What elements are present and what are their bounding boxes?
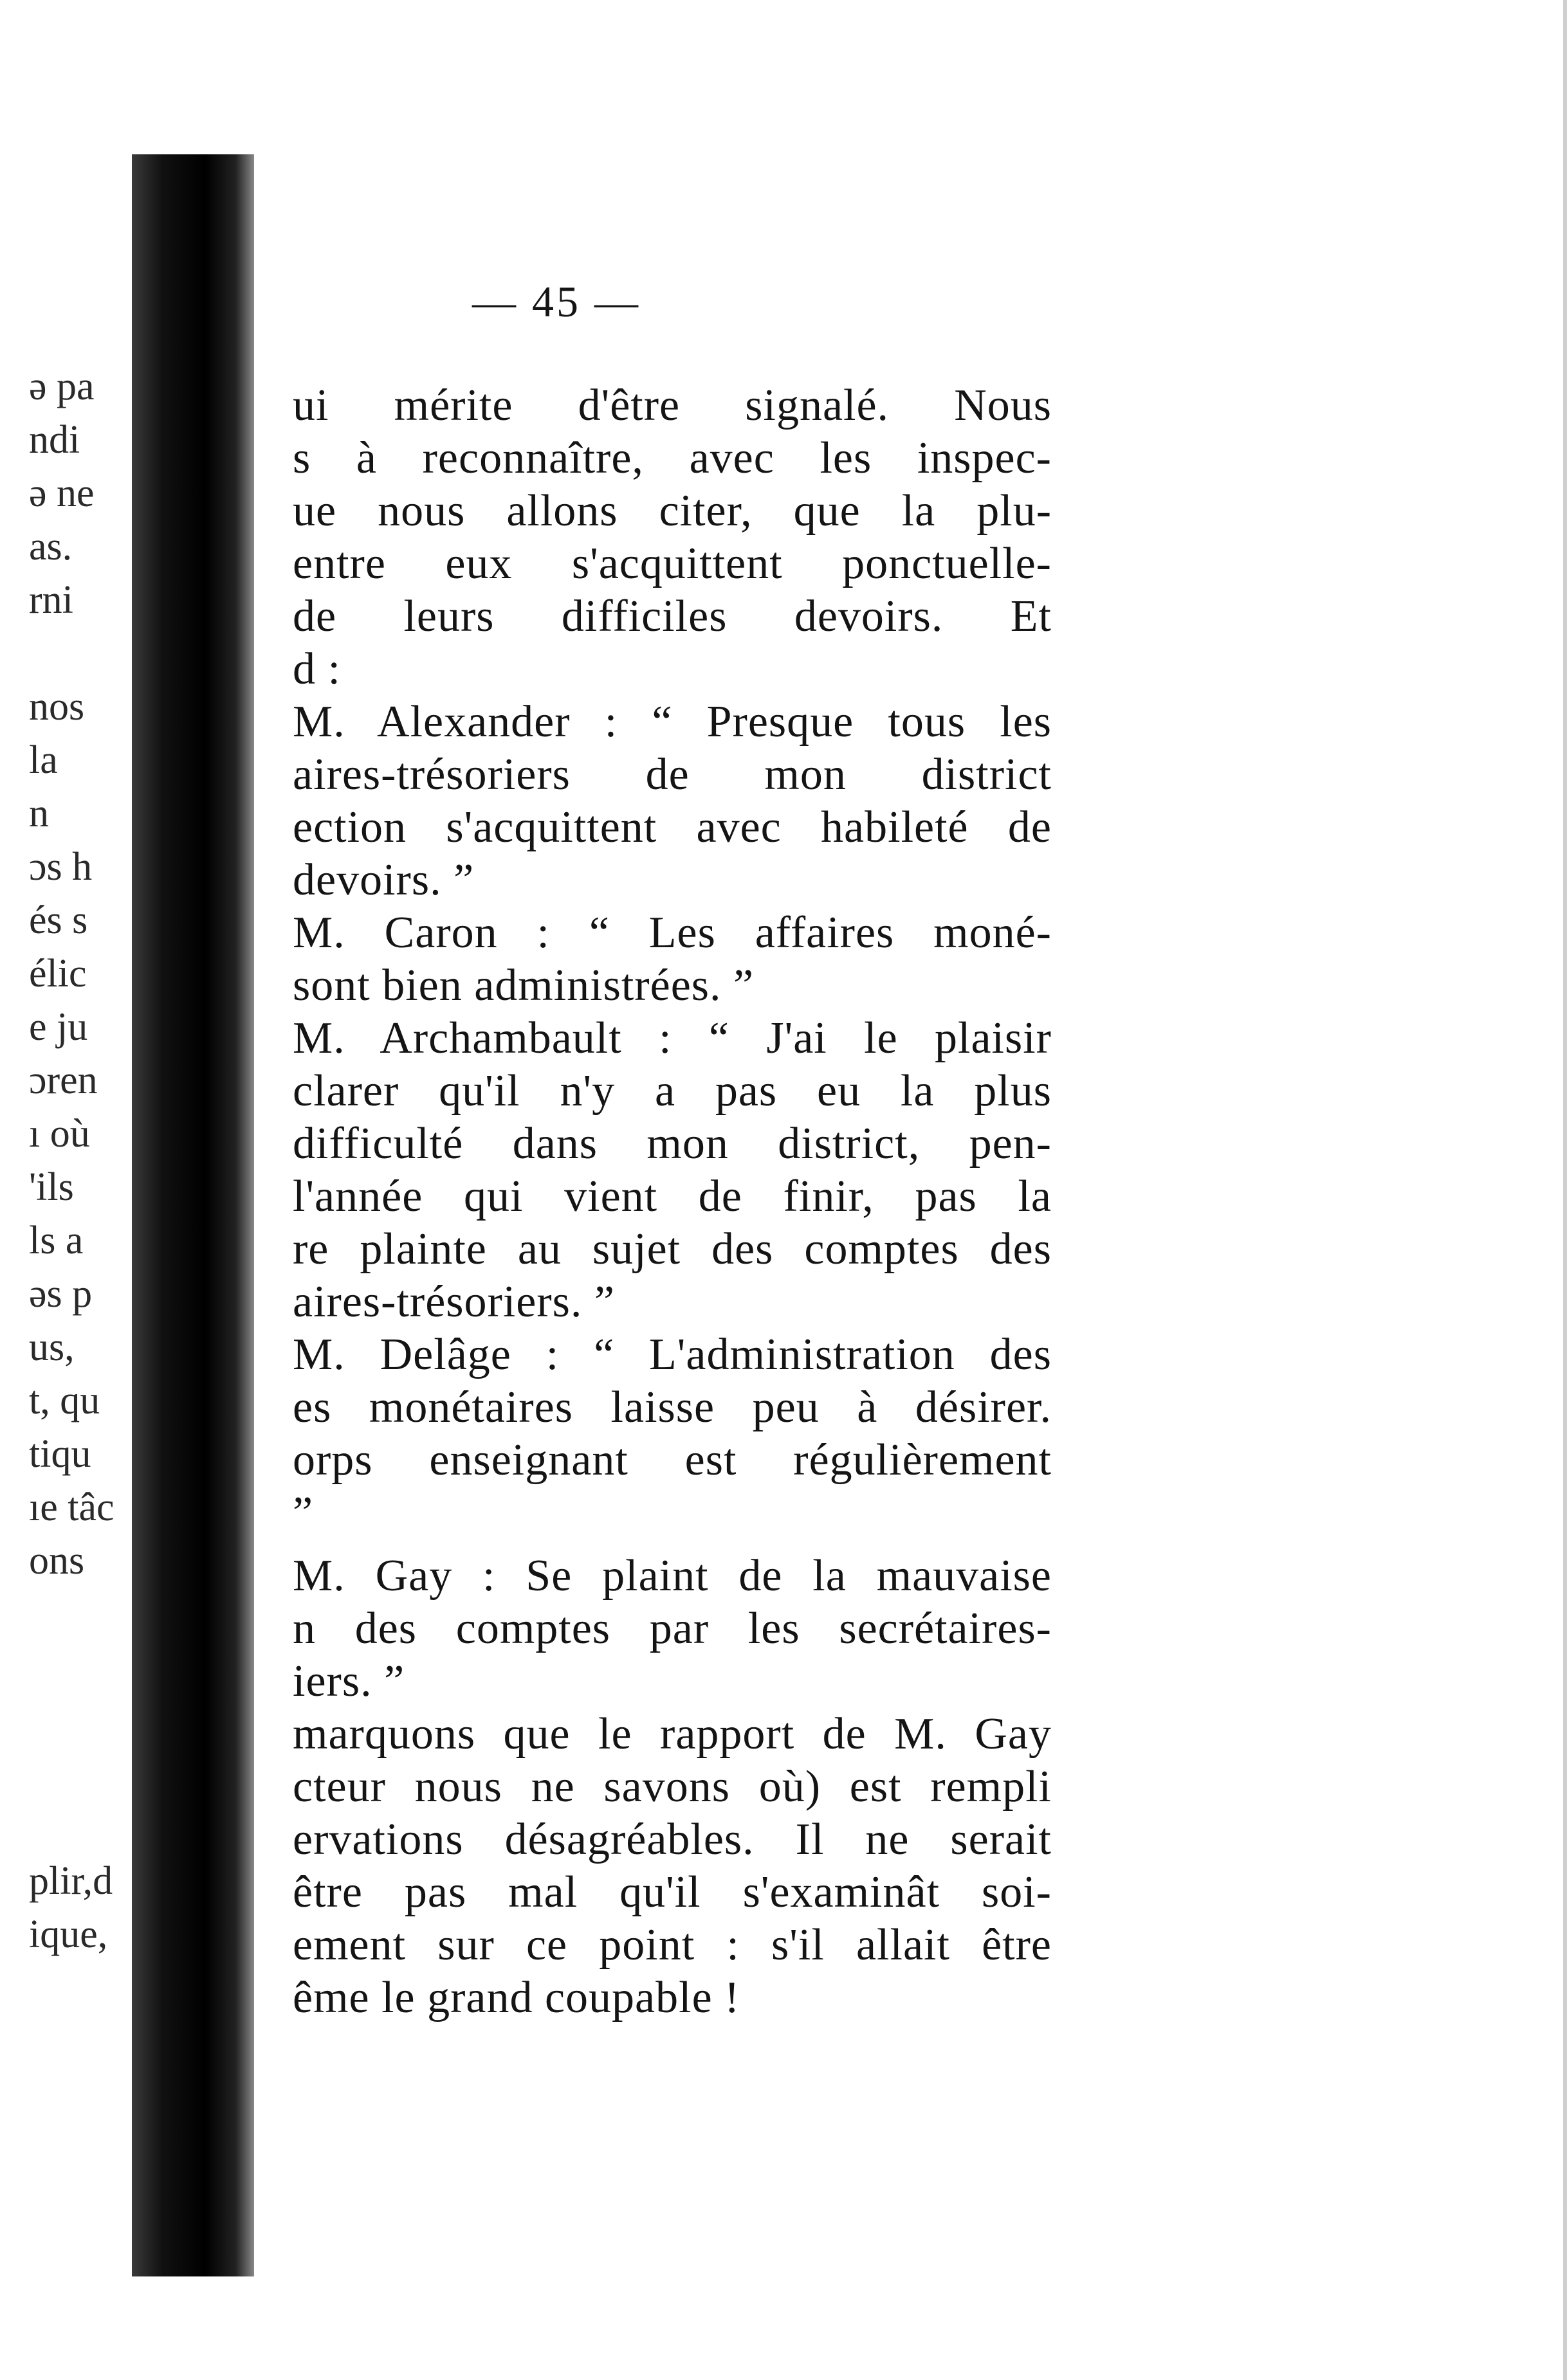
bleed-line: ique, [29,1912,108,1956]
text-line: s à reconnaître, avec les inspec- [293,433,1052,483]
text-line: M. Delâge : “ L'administration des [293,1330,1052,1379]
bleed-line: əs p [29,1272,93,1316]
text-line: ue nous allons citer, que la plu- [293,486,1052,536]
bleed-line: t, qu [29,1379,100,1422]
bleed-line: rni [29,578,73,622]
bleed-line: nos [29,685,85,729]
text-line: M. Gay : Se plaint de la mauvaise [293,1551,1052,1601]
text-line: ervations désagréables. Il ne serait [293,1815,1052,1864]
bleed-line: ə pa [29,365,95,408]
bleed-line: plir,d [29,1859,113,1903]
text-line: n des comptes par les secrétaires- [293,1604,1052,1653]
bleed-line: as. [29,525,73,568]
text-line: re plainte au sujet des comptes des [293,1224,1052,1274]
text-line: clarer qu'il n'y a pas eu la plus [293,1066,1052,1116]
text-line: sont bien administrées. ” [293,961,755,1010]
text-line: iers. ” [293,1657,405,1706]
text-line: de leurs difficiles devoirs. Et [293,592,1052,641]
bleed-line: n [29,792,49,835]
text-line: ection s'acquittent avec habileté de [293,803,1052,852]
text-line: cteur nous ne savons où) est rempli [293,1762,1052,1812]
bleed-line: us, [29,1325,75,1369]
text-line: es monétaires laisse peu à désirer. [293,1383,1052,1432]
bleed-line: ndi [29,418,80,462]
bleed-line: la [29,738,58,782]
body-text [293,379,1052,2024]
text-line: orps enseignant est régulièrement [293,1435,1052,1485]
bleed-line: ons [29,1539,85,1583]
text-line: aires-trésoriers. ” [293,1277,615,1327]
bleed-line: ıe tâc [29,1485,115,1529]
text-line: difficulté dans mon district, pen- [293,1119,1052,1168]
bleed-line: e ju [29,1005,88,1049]
text-line: être pas mal qu'il s'examinât soi- [293,1867,1052,1917]
bleed-line: tiqu [29,1432,91,1476]
text-line: d : [293,644,341,694]
text-line: M. Caron : “ Les affaires moné- [293,908,1052,958]
text-line: ” [293,1488,314,1538]
binding-gutter-shadow [132,154,254,2276]
bleed-line: ı où [29,1112,90,1156]
text-line: M. Archambault : “ J'ai le plaisir [293,1013,1052,1063]
bleed-line: élic [29,952,87,995]
text-line: ement sur ce point : s'il allait être [293,1920,1052,1970]
bleed-line: 'ils [29,1165,74,1209]
text-line: devoirs. ” [293,855,475,905]
text-line: ui mérite d'être signalé. Nous [293,381,1052,430]
bleed-line: ɔren [29,1058,98,1102]
text-line: ême le grand coupable ! [293,1973,740,2022]
paragraph-gap [293,1540,1052,1550]
text-line: entre eux s'acquittent ponctuelle- [293,539,1052,588]
page-number: — 45 — [472,277,641,326]
bleed-line: ls a [29,1219,84,1262]
text-line: aires-trésoriers de mon district [293,750,1052,799]
text-line: l'année qui vient de finir, pas la [293,1172,1052,1221]
text-line: marquons que le rapport de M. Gay [293,1709,1052,1759]
text-line: M. Alexander : “ Presque tous les [293,697,1052,747]
bleed-line: ɔs h [29,845,93,889]
bleed-line: ə ne [29,471,95,515]
bleed-line: és s [29,898,88,942]
